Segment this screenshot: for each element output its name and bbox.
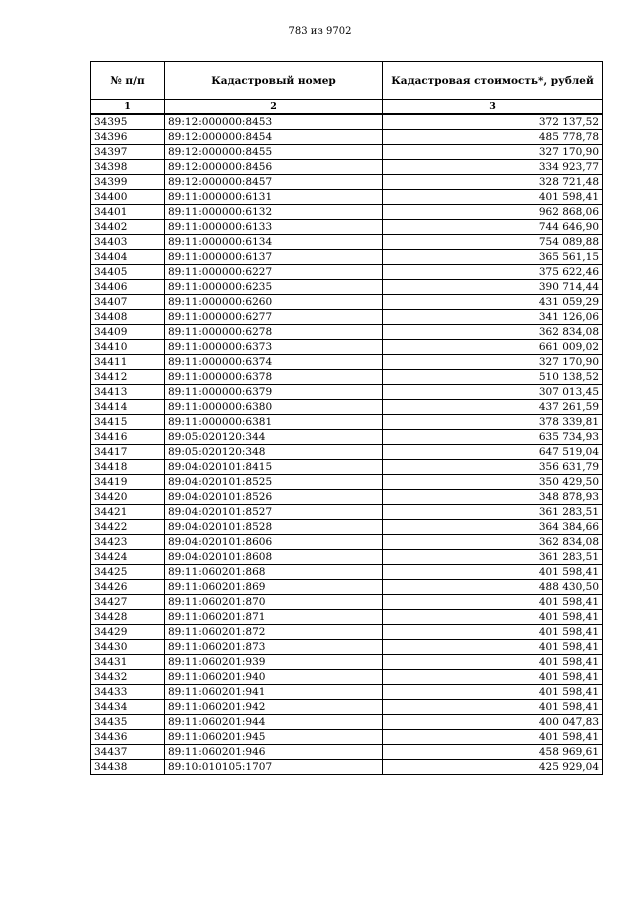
cadastral-number-cell: 89:11:000000:6277 [165, 310, 383, 325]
cadastral-value-cell: 372 137,52 [383, 114, 603, 130]
cadastral-number-cell: 89:11:000000:6378 [165, 370, 383, 385]
column-number: 1 [91, 100, 165, 115]
table-row [91, 355, 603, 370]
row-number-cell: 34434 [91, 700, 165, 715]
table-row [91, 235, 603, 250]
cadastral-value-cell: 401 598,41 [383, 595, 603, 610]
row-number-cell: 34436 [91, 730, 165, 745]
cadastral-number-cell: 89:11:060201:946 [165, 745, 383, 760]
cadastral-number-cell: 89:04:020101:8527 [165, 505, 383, 520]
row-number-cell: 34408 [91, 310, 165, 325]
row-number-cell: 34400 [91, 190, 165, 205]
cadastral-value-cell: 401 598,41 [383, 670, 603, 685]
row-number-cell: 34412 [91, 370, 165, 385]
cadastral-value-cell: 458 969,61 [383, 745, 603, 760]
table-row [91, 685, 603, 700]
cadastral-value-cell: 401 598,41 [383, 625, 603, 640]
cadastral-number-cell: 89:12:000000:8455 [165, 145, 383, 160]
header-cadastral-number: Кадастровый номер [165, 62, 383, 100]
row-number-cell: 34406 [91, 280, 165, 295]
cadastral-number-cell: 89:11:060201:942 [165, 700, 383, 715]
cadastral-number-cell: 89:11:060201:945 [165, 730, 383, 745]
row-number-cell: 34418 [91, 460, 165, 475]
cadastral-number-cell: 89:11:060201:870 [165, 595, 383, 610]
cadastral-number-cell: 89:11:000000:6137 [165, 250, 383, 265]
cadastral-number-cell: 89:11:000000:6131 [165, 190, 383, 205]
row-number-cell: 34396 [91, 130, 165, 145]
cadastral-number-cell: 89:11:000000:6227 [165, 265, 383, 280]
row-number-cell: 34415 [91, 415, 165, 430]
cadastral-number-cell: 89:11:000000:6260 [165, 295, 383, 310]
table-row [91, 310, 603, 325]
row-number-cell: 34398 [91, 160, 165, 175]
table-row [91, 550, 603, 565]
table-row [91, 535, 603, 550]
cadastral-value-cell: 488 430,50 [383, 580, 603, 595]
row-number-cell: 34401 [91, 205, 165, 220]
row-number-cell: 34404 [91, 250, 165, 265]
row-number-cell: 34420 [91, 490, 165, 505]
table-row [91, 670, 603, 685]
cadastral-value-cell: 364 384,66 [383, 520, 603, 535]
cadastral-value-cell: 350 429,50 [383, 475, 603, 490]
cadastral-value-cell: 754 089,88 [383, 235, 603, 250]
cadastral-number-cell: 89:11:000000:6278 [165, 325, 383, 340]
table-row [91, 385, 603, 400]
cadastral-number-cell: 89:11:060201:872 [165, 625, 383, 640]
row-number-cell: 34405 [91, 265, 165, 280]
table-body [91, 114, 603, 775]
table-row [91, 340, 603, 355]
cadastral-value-cell: 365 561,15 [383, 250, 603, 265]
table-row [91, 415, 603, 430]
row-number-cell: 34414 [91, 400, 165, 415]
table-row [91, 145, 603, 160]
cadastral-number-cell: 89:10:010105:1707 [165, 760, 383, 775]
cadastral-value-cell: 431 059,29 [383, 295, 603, 310]
row-number-cell: 34432 [91, 670, 165, 685]
cadastral-number-cell: 89:11:060201:868 [165, 565, 383, 580]
cadastral-value-cell: 356 631,79 [383, 460, 603, 475]
cadastral-value-cell: 390 714,44 [383, 280, 603, 295]
table-row [91, 205, 603, 220]
table-row [91, 265, 603, 280]
cadastral-value-cell: 401 598,41 [383, 655, 603, 670]
row-number-cell: 34437 [91, 745, 165, 760]
cadastral-number-cell: 89:04:020101:8528 [165, 520, 383, 535]
cadastral-value-cell: 334 923,77 [383, 160, 603, 175]
table-row [91, 400, 603, 415]
table-row [91, 625, 603, 640]
header-row-number: № п/п [91, 62, 165, 100]
table-row [91, 715, 603, 730]
cadastral-value-cell: 510 138,52 [383, 370, 603, 385]
column-number: 3 [383, 100, 603, 115]
cadastral-number-cell: 89:12:000000:8457 [165, 175, 383, 190]
row-number-cell: 34421 [91, 505, 165, 520]
row-number-cell: 34431 [91, 655, 165, 670]
row-number-cell: 34397 [91, 145, 165, 160]
header-row [91, 62, 603, 100]
cadastral-number-cell: 89:04:020101:8526 [165, 490, 383, 505]
row-number-cell: 34416 [91, 430, 165, 445]
row-number-cell: 34428 [91, 610, 165, 625]
cadastral-value-cell: 348 878,93 [383, 490, 603, 505]
cadastral-value-cell: 378 339,81 [383, 415, 603, 430]
cadastral-value-cell: 401 598,41 [383, 700, 603, 715]
row-number-cell: 34425 [91, 565, 165, 580]
cadastral-number-cell: 89:04:020101:8525 [165, 475, 383, 490]
cadastral-value-cell: 327 170,90 [383, 355, 603, 370]
column-number: 2 [165, 100, 383, 115]
cadastral-value-cell: 647 519,04 [383, 445, 603, 460]
table-row [91, 250, 603, 265]
cadastral-value-cell: 401 598,41 [383, 190, 603, 205]
table-row [91, 280, 603, 295]
cadastral-number-cell: 89:11:060201:940 [165, 670, 383, 685]
cadastral-number-cell: 89:04:020101:8415 [165, 460, 383, 475]
row-number-cell: 34411 [91, 355, 165, 370]
table-row [91, 610, 603, 625]
cadastral-number-cell: 89:11:060201:939 [165, 655, 383, 670]
cadastral-value-cell: 362 834,08 [383, 325, 603, 340]
table-row [91, 595, 603, 610]
cadastral-value-cell: 400 047,83 [383, 715, 603, 730]
row-number-cell: 34423 [91, 535, 165, 550]
table-row [91, 445, 603, 460]
cadastral-value-cell: 401 598,41 [383, 610, 603, 625]
cadastral-value-cell: 661 009,02 [383, 340, 603, 355]
cadastral-number-cell: 89:11:000000:6235 [165, 280, 383, 295]
table-row [91, 430, 603, 445]
row-number-cell: 34426 [91, 580, 165, 595]
row-number-cell: 34419 [91, 475, 165, 490]
table-row [91, 460, 603, 475]
cadastral-value-cell: 962 868,06 [383, 205, 603, 220]
cadastral-value-cell: 401 598,41 [383, 565, 603, 580]
cadastral-number-cell: 89:11:000000:6132 [165, 205, 383, 220]
cadastral-number-cell: 89:11:060201:944 [165, 715, 383, 730]
row-number-cell: 34435 [91, 715, 165, 730]
cadastral-number-cell: 89:05:020120:348 [165, 445, 383, 460]
cadastral-value-cell: 744 646,90 [383, 220, 603, 235]
row-number-cell: 34409 [91, 325, 165, 340]
cadastral-value-cell: 307 013,45 [383, 385, 603, 400]
row-number-cell: 34429 [91, 625, 165, 640]
row-number-cell: 34399 [91, 175, 165, 190]
cadastral-number-cell: 89:12:000000:8453 [165, 114, 383, 130]
cadastral-value-cell: 327 170,90 [383, 145, 603, 160]
cadastral-value-cell: 485 778,78 [383, 130, 603, 145]
cadastral-value-cell: 437 261,59 [383, 400, 603, 415]
cadastral-number-cell: 89:04:020101:8606 [165, 535, 383, 550]
table-row [91, 745, 603, 760]
table-row [91, 730, 603, 745]
row-number-cell: 34433 [91, 685, 165, 700]
table-row [91, 655, 603, 670]
cadastral-number-cell: 89:11:060201:871 [165, 610, 383, 625]
table-row [91, 565, 603, 580]
row-number-cell: 34395 [91, 114, 165, 130]
cadastral-number-cell: 89:05:020120:344 [165, 430, 383, 445]
row-number-cell: 34430 [91, 640, 165, 655]
cadastral-number-cell: 89:12:000000:8454 [165, 130, 383, 145]
table-row [91, 580, 603, 595]
table-header [91, 62, 603, 115]
row-number-cell: 34402 [91, 220, 165, 235]
page-number: 783 из 9702 [288, 26, 352, 37]
row-number-cell: 34422 [91, 520, 165, 535]
table-row [91, 505, 603, 520]
cadastral-value-table [90, 61, 603, 775]
table-row [91, 475, 603, 490]
row-number-cell: 34403 [91, 235, 165, 250]
cadastral-value-cell: 401 598,41 [383, 640, 603, 655]
row-number-cell: 34438 [91, 760, 165, 775]
cadastral-value-cell: 635 734,93 [383, 430, 603, 445]
cadastral-number-cell: 89:11:060201:941 [165, 685, 383, 700]
cadastral-number-cell: 89:11:000000:6379 [165, 385, 383, 400]
cadastral-number-cell: 89:11:060201:873 [165, 640, 383, 655]
row-number-cell: 34410 [91, 340, 165, 355]
table-row [91, 370, 603, 385]
table-row [91, 130, 603, 145]
cadastral-value-cell: 361 283,51 [383, 550, 603, 565]
table-row [91, 490, 603, 505]
cadastral-number-cell: 89:11:000000:6374 [165, 355, 383, 370]
table-row [91, 700, 603, 715]
row-number-cell: 34427 [91, 595, 165, 610]
cadastral-value-cell: 401 598,41 [383, 730, 603, 745]
table-row [91, 760, 603, 775]
column-number-row [91, 100, 603, 115]
cadastral-value-cell: 328 721,48 [383, 175, 603, 190]
cadastral-number-cell: 89:11:000000:6133 [165, 220, 383, 235]
cadastral-number-cell: 89:11:060201:869 [165, 580, 383, 595]
cadastral-value-cell: 362 834,08 [383, 535, 603, 550]
row-number-cell: 34417 [91, 445, 165, 460]
cadastral-number-cell: 89:11:000000:6381 [165, 415, 383, 430]
row-number-cell: 34424 [91, 550, 165, 565]
cadastral-value-cell: 341 126,06 [383, 310, 603, 325]
cadastral-value-cell: 425 929,04 [383, 760, 603, 775]
cadastral-number-cell: 89:11:000000:6380 [165, 400, 383, 415]
table-row [91, 640, 603, 655]
table-row [91, 160, 603, 175]
cadastral-value-cell: 401 598,41 [383, 685, 603, 700]
cadastral-value-cell: 375 622,46 [383, 265, 603, 280]
header-cadastral-value: Кадастровая стоимость*, рублей [383, 62, 603, 100]
cadastral-value-cell: 361 283,51 [383, 505, 603, 520]
table-row [91, 190, 603, 205]
cadastral-number-cell: 89:04:020101:8608 [165, 550, 383, 565]
table-row [91, 325, 603, 340]
row-number-cell: 34413 [91, 385, 165, 400]
row-number-cell: 34407 [91, 295, 165, 310]
table-row [91, 220, 603, 235]
cadastral-number-cell: 89:11:000000:6134 [165, 235, 383, 250]
table-row [91, 295, 603, 310]
table-row [91, 175, 603, 190]
table-row [91, 114, 603, 130]
cadastral-number-cell: 89:11:000000:6373 [165, 340, 383, 355]
cadastral-number-cell: 89:12:000000:8456 [165, 160, 383, 175]
table-row [91, 520, 603, 535]
